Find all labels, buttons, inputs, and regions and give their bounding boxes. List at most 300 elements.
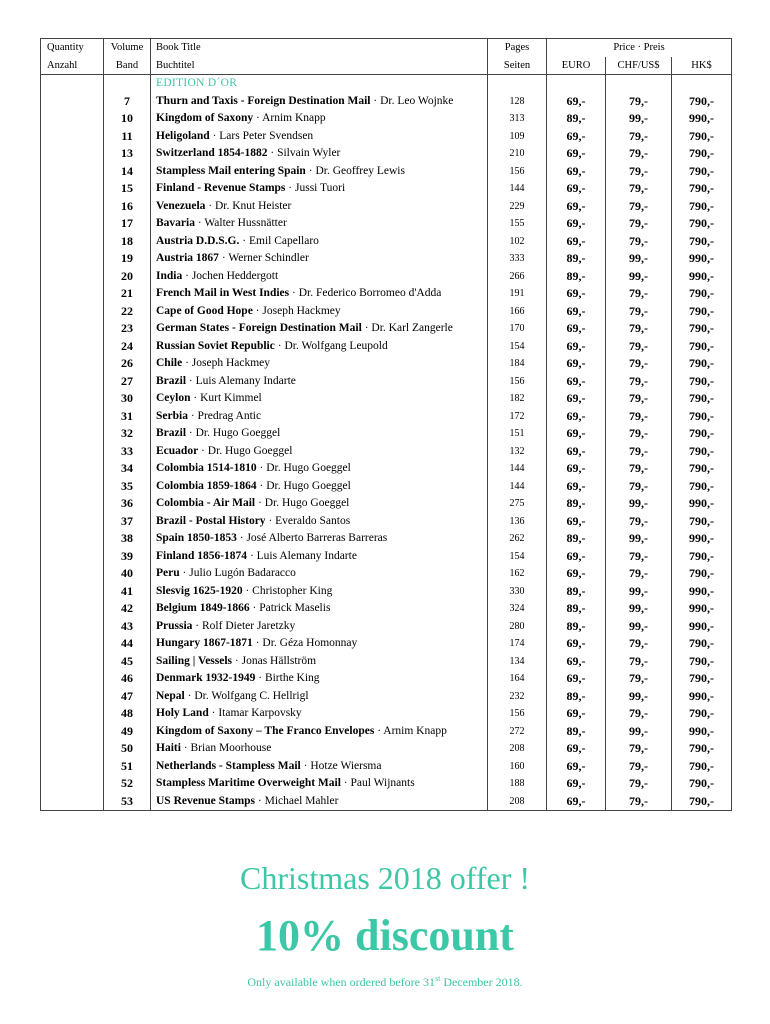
price-euro-cell: 69,- xyxy=(547,285,606,303)
price-chf-cell: 79,- xyxy=(606,145,672,163)
title-author-separator: · xyxy=(305,164,316,177)
price-hk-cell: 990,- xyxy=(672,600,732,618)
quantity-cell xyxy=(41,635,104,653)
book-title-cell xyxy=(151,163,488,181)
book-title-cell xyxy=(151,373,488,391)
book-title: Finland - Revenue Stamps xyxy=(156,182,286,194)
title-author-separator: · xyxy=(218,252,229,264)
volume-cell: 37 xyxy=(104,513,151,531)
quantity-cell xyxy=(41,530,104,548)
pages-cell: 155 xyxy=(488,215,547,233)
price-euro-cell: 69,- xyxy=(547,233,606,251)
price-euro-cell: 89,- xyxy=(547,600,606,618)
quantity-cell xyxy=(41,268,104,286)
table-row xyxy=(41,740,732,758)
header-seiten: Seiten xyxy=(488,57,547,75)
book-title: Colombia 1514-1810 xyxy=(156,462,257,474)
volume-cell: 15 xyxy=(104,180,151,198)
title-author-separator: · xyxy=(340,777,351,789)
book-title-cell xyxy=(151,355,488,373)
book-title: German States - Foreign Destination Mail xyxy=(156,322,362,334)
price-hk-cell: 990,- xyxy=(672,250,732,268)
pages-cell: 144 xyxy=(488,460,547,478)
title-author-separator: · xyxy=(265,514,276,527)
table-row xyxy=(41,618,732,636)
quantity-cell xyxy=(41,478,104,496)
title-author-separator: · xyxy=(361,322,372,334)
book-title-cell xyxy=(151,268,488,286)
book-title: Stampless Maritime Overweight Mail xyxy=(156,777,341,789)
header-price-preis: Price · Preis xyxy=(547,39,732,57)
book-author: Dr. Hugo Goeggel xyxy=(195,427,281,439)
promo-note-before: Only available when ordered before 31 xyxy=(247,975,435,989)
volume-cell: 49 xyxy=(104,723,151,741)
book-author: Julio Lugón Badaracco xyxy=(189,567,296,579)
volume-cell: 43 xyxy=(104,618,151,636)
title-author-separator: · xyxy=(182,269,192,282)
promo-note-after: December 2018. xyxy=(440,975,523,989)
book-title: Brazil - Postal History xyxy=(156,514,266,527)
quantity-cell xyxy=(41,285,104,303)
book-author: Dr. Hugo Goeggel xyxy=(266,479,351,492)
volume-cell: 22 xyxy=(104,303,151,321)
quantity-cell xyxy=(41,583,104,601)
quantity-cell xyxy=(41,705,104,723)
title-author-separator: · xyxy=(180,742,191,754)
book-title-cell xyxy=(151,285,488,303)
pages-cell: 266 xyxy=(488,268,547,286)
book-title-cell xyxy=(151,495,488,513)
quantity-cell xyxy=(41,653,104,671)
price-hk-cell: 790,- xyxy=(672,548,732,566)
pages-cell: 162 xyxy=(488,565,547,583)
price-chf-cell: 79,- xyxy=(606,793,672,811)
table-row xyxy=(41,443,732,461)
price-chf-cell: 79,- xyxy=(606,285,672,303)
title-author-separator: · xyxy=(256,462,267,474)
price-chf-cell: 79,- xyxy=(606,93,672,111)
price-euro-cell: 89,- xyxy=(547,583,606,601)
title-author-separator: · xyxy=(255,794,265,807)
price-euro-cell: 89,- xyxy=(547,723,606,741)
table-row xyxy=(41,583,732,601)
book-title: Switzerland 1854-1882 xyxy=(156,147,268,159)
book-author: Arnim Knapp xyxy=(262,112,326,124)
price-hk-cell: 990,- xyxy=(672,583,732,601)
price-hk-cell: 790,- xyxy=(672,355,732,373)
book-title-cell xyxy=(151,408,488,426)
quantity-cell xyxy=(41,460,104,478)
table-row xyxy=(41,268,732,286)
volume-cell: 48 xyxy=(104,705,151,723)
promo-title: Christmas 2018 offer ! xyxy=(239,860,531,896)
price-hk-cell: 790,- xyxy=(672,443,732,461)
pages-cell: 164 xyxy=(488,670,547,688)
title-author-separator: · xyxy=(267,147,278,159)
price-chf-cell: 79,- xyxy=(606,233,672,251)
price-hk-cell: 790,- xyxy=(672,303,732,321)
pages-cell: 160 xyxy=(488,758,547,776)
price-euro-cell: 89,- xyxy=(547,495,606,513)
book-title: Serbia xyxy=(156,409,188,422)
table-row xyxy=(41,705,732,723)
title-author-separator: · xyxy=(252,637,263,649)
pages-cell: 134 xyxy=(488,653,547,671)
price-hk-cell: 990,- xyxy=(672,688,732,706)
volume-cell: 17 xyxy=(104,215,151,233)
book-title: French Mail in West Indies xyxy=(156,287,290,299)
header-volume: Volume xyxy=(104,39,151,57)
price-chf-cell: 99,- xyxy=(606,583,672,601)
price-hk-cell: 790,- xyxy=(672,793,732,811)
volume-cell: 52 xyxy=(104,775,151,793)
book-title: Brazil xyxy=(156,427,187,439)
price-hk-cell: 790,- xyxy=(672,408,732,426)
price-chf-cell: 79,- xyxy=(606,303,672,321)
price-hk-cell: 990,- xyxy=(672,495,732,513)
volume-cell: 19 xyxy=(104,250,151,268)
title-author-separator: · xyxy=(209,129,220,142)
price-hk-cell: 790,- xyxy=(672,390,732,408)
price-chf-cell: 79,- xyxy=(606,425,672,443)
edition-row xyxy=(41,75,732,93)
quantity-cell xyxy=(41,513,104,531)
price-hk-cell: 790,- xyxy=(672,373,732,391)
quantity-cell xyxy=(41,180,104,198)
book-title-cell xyxy=(151,198,488,216)
quantity-cell xyxy=(41,495,104,513)
pages-cell: 156 xyxy=(488,163,547,181)
pages-cell: 210 xyxy=(488,145,547,163)
book-title: Holy Land xyxy=(156,707,209,719)
quantity-cell xyxy=(41,758,104,776)
title-author-separator: · xyxy=(192,619,203,632)
table-row xyxy=(41,478,732,496)
quantity-cell xyxy=(41,338,104,356)
price-hk-cell: 990,- xyxy=(672,723,732,741)
table-row xyxy=(41,530,732,548)
pages-cell: 232 xyxy=(488,688,547,706)
price-chf-cell: 79,- xyxy=(606,653,672,671)
quantity-cell xyxy=(41,233,104,251)
price-chf-cell: 79,- xyxy=(606,338,672,356)
table-row xyxy=(41,425,732,443)
table-row xyxy=(41,548,732,566)
price-hk-cell: 790,- xyxy=(672,180,732,198)
quantity-cell xyxy=(41,443,104,461)
volume-cell: 30 xyxy=(104,390,151,408)
book-author: Jonas Hällström xyxy=(241,654,317,667)
price-euro-cell: 69,- xyxy=(547,303,606,321)
table-row xyxy=(41,600,732,618)
book-title-cell xyxy=(151,740,488,758)
book-title: Cape of Good Hope xyxy=(156,304,253,317)
volume-cell: 18 xyxy=(104,233,151,251)
price-chf-cell: 79,- xyxy=(606,565,672,583)
volume-cell: 40 xyxy=(104,565,151,583)
book-title-cell xyxy=(151,530,488,548)
pages-cell: 151 xyxy=(488,425,547,443)
price-chf-cell: 99,- xyxy=(606,600,672,618)
title-author-separator: · xyxy=(247,549,257,562)
quantity-cell xyxy=(41,110,104,128)
table-row xyxy=(41,215,732,233)
book-title: Slesvig 1625-1920 xyxy=(156,584,243,597)
price-euro-cell: 89,- xyxy=(547,618,606,636)
volume-cell: 39 xyxy=(104,548,151,566)
table-row xyxy=(41,793,732,811)
volume-cell: 36 xyxy=(104,495,151,513)
price-chf-cell: 79,- xyxy=(606,198,672,216)
price-chf-cell: 79,- xyxy=(606,740,672,758)
book-title-cell xyxy=(151,233,488,251)
price-hk-cell: 790,- xyxy=(672,198,732,216)
book-title: Chile xyxy=(156,357,183,369)
price-euro-cell: 69,- xyxy=(547,670,606,688)
book-author: Predrag Antic xyxy=(197,409,262,422)
volume-cell: 31 xyxy=(104,408,151,426)
book-title-cell xyxy=(151,320,488,338)
quantity-cell xyxy=(41,618,104,636)
price-chf-cell: 79,- xyxy=(606,670,672,688)
price-euro-cell: 69,- xyxy=(547,215,606,233)
price-chf-cell: 99,- xyxy=(606,530,672,548)
volume-cell: 21 xyxy=(104,285,151,303)
table-row xyxy=(41,408,732,426)
price-chf-cell: 99,- xyxy=(606,250,672,268)
book-title-cell xyxy=(151,338,488,356)
price-euro-cell: 69,- xyxy=(547,128,606,146)
book-title-cell xyxy=(151,390,488,408)
title-author-separator: · xyxy=(186,427,196,439)
volume-cell: 13 xyxy=(104,145,151,163)
book-title: Brazil xyxy=(156,374,187,387)
book-author: Jussi Tuori xyxy=(295,182,346,194)
volume-cell: 26 xyxy=(104,355,151,373)
price-euro-cell: 69,- xyxy=(547,775,606,793)
volume-cell: 34 xyxy=(104,460,151,478)
price-chf-cell: 79,- xyxy=(606,758,672,776)
book-title-cell xyxy=(151,215,488,233)
table-row xyxy=(41,93,732,111)
book-title: Stampless Mail entering Spain xyxy=(156,164,306,177)
pages-cell: 144 xyxy=(488,478,547,496)
price-hk-cell: 790,- xyxy=(672,653,732,671)
header-pages: Pages xyxy=(488,39,547,57)
price-euro-cell: 69,- xyxy=(547,425,606,443)
book-author: Paul Wijnants xyxy=(350,777,415,789)
price-euro-cell: 69,- xyxy=(547,635,606,653)
header-hk: HK$ xyxy=(672,57,732,75)
price-chf-cell: 79,- xyxy=(606,478,672,496)
table-row xyxy=(41,653,732,671)
pages-cell: 229 xyxy=(488,198,547,216)
table-row xyxy=(41,128,732,146)
header-buchtitel: Buchtitel xyxy=(151,57,488,75)
price-euro-cell: 89,- xyxy=(547,688,606,706)
book-title: Kingdom of Saxony xyxy=(156,112,254,124)
book-author: Jochen Heddergott xyxy=(191,269,279,282)
book-title-cell xyxy=(151,793,488,811)
price-chf-cell: 79,- xyxy=(606,775,672,793)
book-author: Silvain Wyler xyxy=(277,147,341,159)
price-hk-cell: 790,- xyxy=(672,758,732,776)
quantity-cell xyxy=(41,198,104,216)
volume-cell: 45 xyxy=(104,653,151,671)
price-euro-cell: 69,- xyxy=(547,408,606,426)
promo-discount: 10% discount xyxy=(256,911,514,960)
pages-cell: 132 xyxy=(488,443,547,461)
pages-cell: 174 xyxy=(488,635,547,653)
book-title-cell xyxy=(151,443,488,461)
book-title-cell xyxy=(151,478,488,496)
pages-cell: 156 xyxy=(488,705,547,723)
book-title: Heligoland xyxy=(156,129,210,142)
book-title-cell xyxy=(151,128,488,146)
price-euro-cell: 69,- xyxy=(547,653,606,671)
table-row xyxy=(41,250,732,268)
price-chf-cell: 79,- xyxy=(606,390,672,408)
price-euro-cell: 89,- xyxy=(547,110,606,128)
volume-cell: 35 xyxy=(104,478,151,496)
table-row xyxy=(41,285,732,303)
quantity-cell xyxy=(41,670,104,688)
book-title: Russian Soviet Republic xyxy=(156,339,275,352)
volume-cell: 32 xyxy=(104,425,151,443)
book-author: Dr. Géza Homonnay xyxy=(262,637,358,649)
book-title-cell xyxy=(151,635,488,653)
price-euro-cell: 69,- xyxy=(547,513,606,531)
table-row xyxy=(41,635,732,653)
price-hk-cell: 990,- xyxy=(672,268,732,286)
book-title-cell xyxy=(151,600,488,618)
book-title: Spain 1850-1853 xyxy=(156,532,237,544)
volume-cell: 38 xyxy=(104,530,151,548)
price-euro-cell: 69,- xyxy=(547,373,606,391)
book-author: Kurt Kimmel xyxy=(200,392,262,404)
book-title: Haiti xyxy=(156,742,181,754)
book-title: Denmark 1932-1949 xyxy=(156,672,256,684)
quantity-cell xyxy=(41,373,104,391)
price-chf-cell: 79,- xyxy=(606,443,672,461)
book-title-cell xyxy=(151,653,488,671)
title-author-separator: · xyxy=(370,94,381,107)
book-title: Ceylon xyxy=(156,392,191,404)
price-chf-cell: 79,- xyxy=(606,163,672,181)
price-chf-cell: 79,- xyxy=(606,128,672,146)
price-euro-cell: 69,- xyxy=(547,565,606,583)
book-author: Dr. Knut Heister xyxy=(215,199,292,212)
volume-cell: 44 xyxy=(104,635,151,653)
title-author-separator: · xyxy=(256,479,267,492)
table-row xyxy=(41,373,732,391)
volume-cell: 51 xyxy=(104,758,151,776)
quantity-cell xyxy=(41,775,104,793)
table-row xyxy=(41,495,732,513)
title-author-separator: · xyxy=(208,707,219,719)
price-chf-cell: 99,- xyxy=(606,618,672,636)
price-euro-cell: 69,- xyxy=(547,355,606,373)
pages-cell: 166 xyxy=(488,303,547,321)
book-author: Emil Capellaro xyxy=(248,234,319,247)
pages-cell: 170 xyxy=(488,320,547,338)
price-euro-cell: 69,- xyxy=(547,705,606,723)
pages-cell: 156 xyxy=(488,373,547,391)
promo-note-sup: st xyxy=(434,974,441,983)
title-author-separator: · xyxy=(179,567,190,579)
title-author-separator: · xyxy=(232,654,242,667)
quantity-cell xyxy=(41,250,104,268)
book-title: US Revenue Stamps xyxy=(156,794,256,807)
header-band: Band xyxy=(104,57,151,75)
title-author-separator: · xyxy=(289,287,299,299)
price-hk-cell: 790,- xyxy=(672,513,732,531)
price-hk-cell: 790,- xyxy=(672,670,732,688)
book-author: Walter Hussnätter xyxy=(204,217,287,229)
book-title: Prussia xyxy=(156,619,193,632)
table-row xyxy=(41,565,732,583)
title-author-separator: · xyxy=(255,672,265,684)
title-author-separator: · xyxy=(242,584,253,597)
quantity-cell xyxy=(41,355,104,373)
price-hk-cell: 790,- xyxy=(672,163,732,181)
book-author: Dr. Wolfgang Leupold xyxy=(284,339,388,352)
quantity-cell xyxy=(41,565,104,583)
table-row xyxy=(41,233,732,251)
price-hk-cell: 790,- xyxy=(672,635,732,653)
volume-cell: 53 xyxy=(104,793,151,811)
title-author-separator: · xyxy=(194,217,205,229)
quantity-cell xyxy=(41,145,104,163)
pages-cell: 102 xyxy=(488,233,547,251)
promo-note xyxy=(0,974,770,990)
quantity-cell xyxy=(41,320,104,338)
price-euro-cell: 69,- xyxy=(547,338,606,356)
price-euro-cell: 69,- xyxy=(547,460,606,478)
pages-cell: 280 xyxy=(488,618,547,636)
title-author-separator: · xyxy=(374,724,384,737)
book-title: Sailing | Vessels xyxy=(156,654,233,667)
quantity-cell xyxy=(41,215,104,233)
book-title-cell xyxy=(151,758,488,776)
pages-cell: 188 xyxy=(488,775,547,793)
title-author-separator: · xyxy=(198,444,208,457)
book-title: Venezuela xyxy=(156,199,206,212)
book-author: Luis Alemany Indarte xyxy=(195,374,296,387)
price-euro-cell: 69,- xyxy=(547,390,606,408)
book-title-cell xyxy=(151,303,488,321)
quantity-cell xyxy=(41,425,104,443)
book-title-cell xyxy=(151,618,488,636)
volume-cell: 50 xyxy=(104,740,151,758)
price-chf-cell: 99,- xyxy=(606,268,672,286)
table-row xyxy=(41,303,732,321)
header-euro: EURO xyxy=(547,57,606,75)
pages-cell: 333 xyxy=(488,250,547,268)
book-author: Lars Peter Svendsen xyxy=(219,129,314,142)
title-author-separator: · xyxy=(187,409,198,422)
table-row xyxy=(41,145,732,163)
price-hk-cell: 990,- xyxy=(672,530,732,548)
book-author: Patrick Maselis xyxy=(259,602,331,614)
price-euro-cell: 69,- xyxy=(547,180,606,198)
book-title: Kingdom of Saxony – The Franco Envelopes xyxy=(156,724,375,737)
volume-cell: 10 xyxy=(104,110,151,128)
header-anzahl: Anzahl xyxy=(41,57,104,75)
price-hk-cell: 790,- xyxy=(672,425,732,443)
volume-cell: 46 xyxy=(104,670,151,688)
table-row xyxy=(41,723,732,741)
